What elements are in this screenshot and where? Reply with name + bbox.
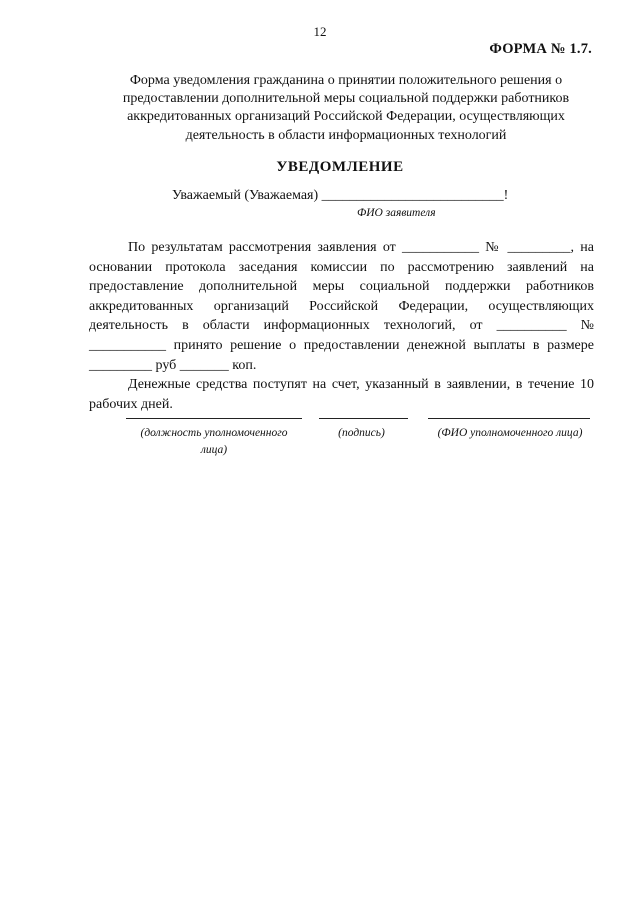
page-number: 12 xyxy=(313,24,327,39)
decision-paragraph: По результатам рассмотрения заявления от ___________ № _________, на основании протокола заседания комиссии по рассмотрению заявлений на предоставление дополнительной меры социальной поддержки работников аккредитованных организаций Российской Федерации, осуществляющих деятельность в области информационных технологий, от __________ № ___________ принято решение о предоставлении денежной выплаты в размере _________ руб _______ коп. xyxy=(89,240,594,373)
position-signature-line xyxy=(126,418,302,419)
payment-term-paragraph: Денежные средства поступят на счет, указанный в заявлении, в течение 10 рабочих дней. xyxy=(89,377,594,412)
signature-line xyxy=(319,418,408,419)
greeting-line: Уважаемый (Уважаемая) __________________________! xyxy=(172,188,509,203)
applicant-fio-caption: ФИО заявителя xyxy=(357,207,436,219)
notification-body xyxy=(89,238,594,414)
position-caption: (должность уполномоченного лица) xyxy=(140,427,288,456)
fio-caption: (ФИО уполномоченного лица) xyxy=(437,427,583,439)
form-title: Форма уведомления гражданина о принятии положительного решения о предоставлении дополнительной меры социальной поддержки работников аккредитованных организаций Российской Федерации, осуществляющих деятельность в области информационных технологий xyxy=(122,73,570,143)
document-heading: УВЕДОМЛЕНИЕ xyxy=(276,159,404,175)
signature-caption: (подпись) xyxy=(338,427,385,439)
fio-signature-line xyxy=(428,418,590,419)
form-number: ФОРМА № 1.7. xyxy=(489,41,592,57)
signature-block xyxy=(126,418,598,419)
